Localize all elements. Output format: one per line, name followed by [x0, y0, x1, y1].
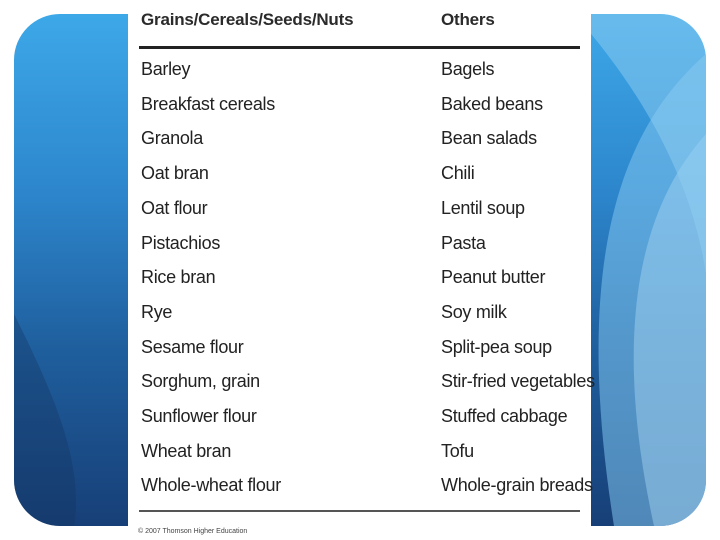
grains-cell: Rice bran: [141, 267, 216, 288]
grains-cell: Barley: [141, 59, 191, 79]
others-cell: Whole-grain breads: [441, 475, 593, 496]
grains-cell: Pistachios: [141, 232, 221, 253]
others-cell: Pasta: [441, 232, 486, 253]
header-rule: [139, 46, 580, 49]
table-row: [0, 87, 720, 121]
table-row: [0, 330, 720, 364]
table-row: [0, 156, 720, 190]
others-cell: Stir-fried vegetables: [441, 371, 595, 392]
header-grains: Grains/Cereals/Seeds/Nuts: [141, 10, 354, 29]
others-cell: Stuffed cabbage: [441, 406, 568, 426]
grains-cell: Rye: [141, 301, 173, 322]
others-cell: Bagels: [441, 59, 495, 79]
others-cell: Baked beans: [441, 93, 543, 114]
copyright-credit: © 2007 Thomson Higher Education: [138, 528, 248, 535]
bottom-rule: [139, 510, 580, 512]
others-cell: Peanut butter: [441, 267, 546, 288]
header-others: Others: [441, 10, 495, 29]
table-row: [0, 468, 720, 502]
table-row: [0, 52, 720, 86]
others-cell: Soy milk: [441, 301, 507, 322]
table-row: [0, 121, 720, 155]
grains-cell: Granola: [141, 128, 203, 149]
others-cell: Chili: [441, 163, 475, 184]
table-row: [0, 191, 720, 225]
grains-cell: Breakfast cereals: [141, 93, 275, 114]
grains-cell: Wheat bran: [141, 440, 232, 461]
grains-cell: Sorghum, grain: [141, 371, 260, 392]
grains-cell: Oat bran: [141, 163, 209, 184]
table-row: [0, 260, 720, 294]
grains-cell: Whole-wheat flour: [141, 475, 281, 496]
grains-cell: Sunflower flour: [141, 406, 257, 426]
others-cell: Bean salads: [441, 128, 537, 149]
others-cell: Split-pea soup: [441, 336, 552, 357]
others-cell: Tofu: [441, 440, 474, 461]
others-cell: Lentil soup: [441, 197, 525, 218]
table-row: [0, 295, 720, 329]
grains-cell: Oat flour: [141, 197, 208, 218]
table-row: [0, 434, 720, 468]
grains-cell: Sesame flour: [141, 336, 244, 357]
table-row: [0, 226, 720, 260]
table-row: [0, 399, 720, 433]
table-row: [0, 364, 720, 398]
